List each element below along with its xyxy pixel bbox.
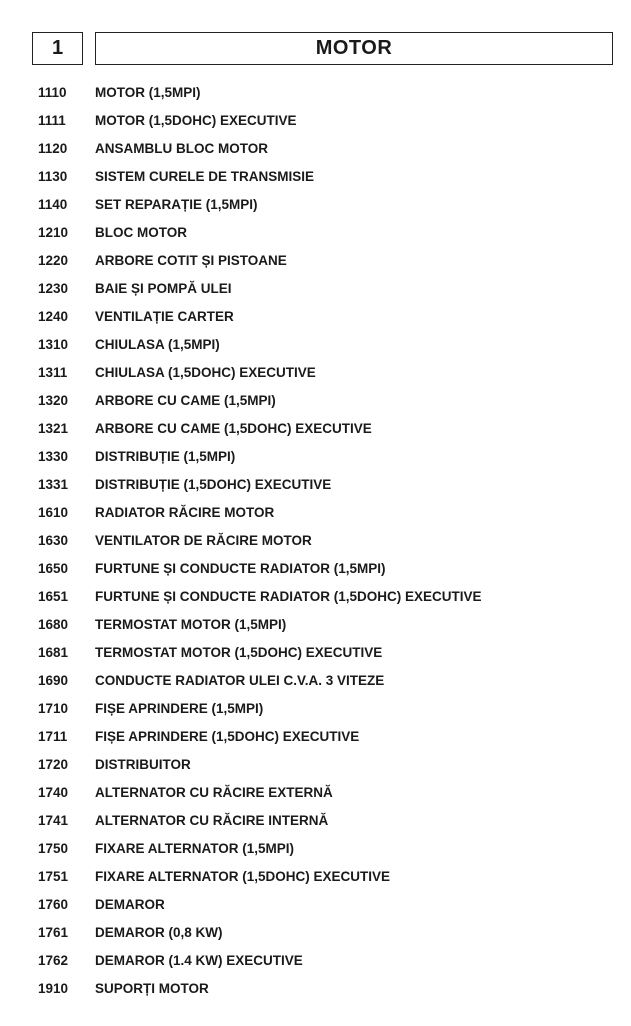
list-item: [38, 750, 618, 778]
list-item: [38, 666, 618, 694]
item-code: 1610: [38, 504, 69, 520]
list-item: [38, 890, 618, 918]
item-label: ALTERNATOR CU RĂCIRE INTERNĂ: [95, 812, 329, 828]
item-code: 1110: [38, 84, 67, 100]
item-label: DEMAROR (1.4 KW) EXECUTIVE: [95, 952, 303, 968]
item-code: 1651: [38, 588, 69, 604]
item-label: ARBORE CU CAME (1,5DOHC) EXECUTIVE: [95, 420, 372, 436]
list-item: [38, 694, 618, 722]
list-item: [38, 974, 618, 1002]
item-label: CONDUCTE RADIATOR ULEI C.V.A. 3 VITEZE: [95, 672, 385, 688]
item-label: VENTILAȚIE CARTER: [95, 308, 234, 324]
item-code: 1751: [38, 868, 69, 884]
section-header: [32, 32, 615, 67]
item-label: VENTILATOR DE RĂCIRE MOTOR: [95, 532, 312, 548]
item-code: 1330: [38, 448, 69, 464]
item-code: 1130: [38, 168, 68, 184]
list-item: [38, 106, 618, 134]
item-code: 1762: [38, 952, 69, 968]
item-label: FIȘE APRINDERE (1,5MPI): [95, 700, 264, 716]
list-item: [38, 218, 618, 246]
item-code: 1680: [38, 616, 69, 632]
list-item: [38, 918, 618, 946]
item-label: SET REPARAȚIE (1,5MPI): [95, 196, 258, 212]
item-code: 1690: [38, 672, 69, 688]
list-item: [38, 638, 618, 666]
item-label: FIȘE APRINDERE (1,5DOHC) EXECUTIVE: [95, 728, 360, 744]
item-code: 1650: [38, 560, 69, 576]
item-code: 1910: [38, 980, 69, 996]
item-label: DEMAROR: [95, 896, 165, 912]
item-label: FURTUNE ȘI CONDUCTE RADIATOR (1,5MPI): [95, 560, 386, 576]
item-code: 1120: [38, 140, 68, 156]
list-item: [38, 414, 618, 442]
list-item: [38, 162, 618, 190]
item-label: ANSAMBLU BLOC MOTOR: [95, 140, 268, 156]
item-label: ARBORE COTIT ȘI PISTOANE: [95, 252, 287, 268]
section-title: MOTOR: [95, 32, 613, 65]
item-label: BAIE ȘI POMPĂ ULEI: [95, 280, 232, 296]
item-label: ALTERNATOR CU RĂCIRE EXTERNĂ: [95, 784, 333, 800]
item-label: DISTRIBUȚIE (1,5DOHC) EXECUTIVE: [95, 476, 332, 492]
parts-index-list: [38, 78, 618, 1002]
list-item: [38, 358, 618, 386]
item-code: 1320: [38, 392, 69, 408]
item-code: 1140: [38, 196, 68, 212]
item-code: 1331: [38, 476, 69, 492]
item-label: SISTEM CURELE DE TRANSMISIE: [95, 168, 315, 184]
item-code: 1321: [38, 420, 69, 436]
item-label: MOTOR (1,5MPI): [95, 84, 201, 100]
list-item: [38, 302, 618, 330]
item-label: DISTRIBUȚIE (1,5MPI): [95, 448, 236, 464]
list-item: [38, 778, 618, 806]
list-item: [38, 862, 618, 890]
list-item: [38, 498, 618, 526]
list-item: [38, 330, 618, 358]
list-item: [38, 442, 618, 470]
item-code: 1720: [38, 756, 69, 772]
list-item: [38, 834, 618, 862]
list-item: [38, 470, 618, 498]
list-item: [38, 946, 618, 974]
item-code: 1760: [38, 896, 69, 912]
list-item: [38, 246, 618, 274]
list-item: [38, 386, 618, 414]
item-code: 1311: [38, 364, 68, 380]
item-code: 1111: [38, 112, 66, 128]
item-label: TERMOSTAT MOTOR (1,5MPI): [95, 616, 287, 632]
section-number: 1: [32, 32, 83, 65]
list-item: [38, 722, 618, 750]
list-item: [38, 582, 618, 610]
item-label: ARBORE CU CAME (1,5MPI): [95, 392, 276, 408]
list-item: [38, 134, 618, 162]
item-label: FIXARE ALTERNATOR (1,5DOHC) EXECUTIVE: [95, 868, 391, 884]
item-label: RADIATOR RĂCIRE MOTOR: [95, 504, 275, 520]
item-label: DEMAROR (0,8 KW): [95, 924, 223, 940]
list-item: [38, 526, 618, 554]
item-label: FIXARE ALTERNATOR (1,5MPI): [95, 840, 295, 856]
item-label: MOTOR (1,5DOHC) EXECUTIVE: [95, 112, 297, 128]
item-code: 1681: [38, 644, 69, 660]
item-label: TERMOSTAT MOTOR (1,5DOHC) EXECUTIVE: [95, 644, 383, 660]
item-code: 1740: [38, 784, 69, 800]
list-item: [38, 274, 618, 302]
item-code: 1710: [38, 700, 69, 716]
list-item: [38, 78, 618, 106]
item-label: CHIULASA (1,5MPI): [95, 336, 220, 352]
item-label: FURTUNE ȘI CONDUCTE RADIATOR (1,5DOHC) EXECUTIVE: [95, 588, 482, 604]
item-code: 1310: [38, 336, 69, 352]
item-label: DISTRIBUITOR: [95, 756, 191, 772]
item-code: 1210: [38, 224, 69, 240]
item-label: BLOC MOTOR: [95, 224, 187, 240]
item-code: 1711: [38, 728, 68, 744]
item-code: 1630: [38, 532, 69, 548]
item-label: CHIULASA (1,5DOHC) EXECUTIVE: [95, 364, 316, 380]
item-label: SUPORȚI MOTOR: [95, 980, 209, 996]
list-item: [38, 554, 618, 582]
item-code: 1741: [38, 812, 69, 828]
item-code: 1750: [38, 840, 69, 856]
item-code: 1230: [38, 280, 69, 296]
list-item: [38, 190, 618, 218]
item-code: 1761: [38, 924, 69, 940]
list-item: [38, 610, 618, 638]
item-code: 1240: [38, 308, 69, 324]
item-code: 1220: [38, 252, 69, 268]
list-item: [38, 806, 618, 834]
